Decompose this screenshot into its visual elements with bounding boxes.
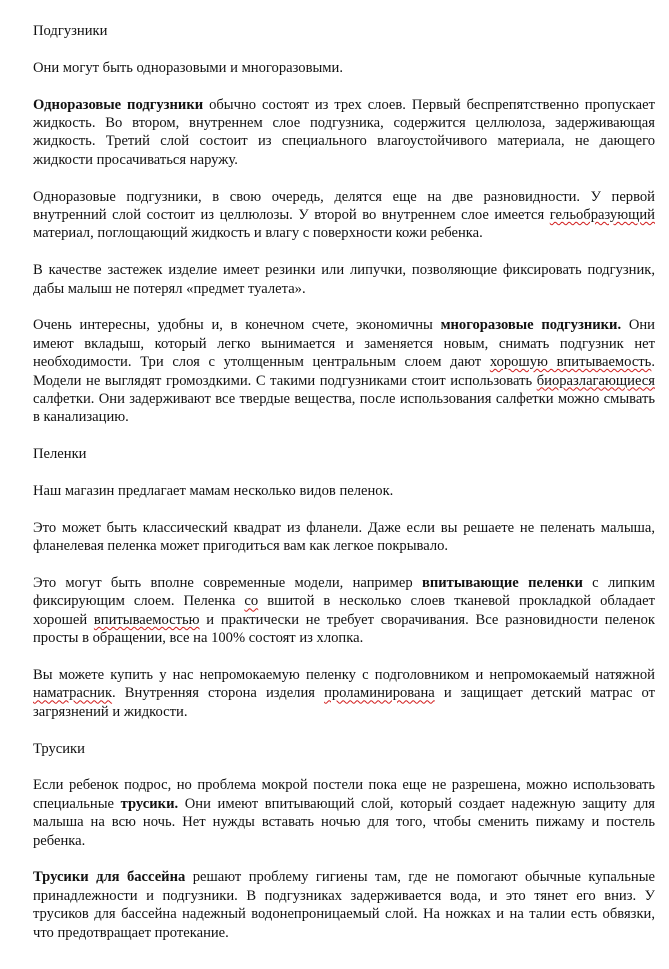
text-run: и защищает детский матрас от загрязнений и жидкости.: [33, 685, 655, 720]
text-run: Они могут быть одноразовыми и многоразовыми.: [33, 59, 343, 76]
bold-term: впитывающие пеленки: [421, 575, 583, 592]
paragraph-spacer: [33, 77, 655, 95]
paragraph-spacer: [33, 298, 655, 316]
paragraph-spacer: [33, 169, 655, 187]
text-run: с липким фиксирующим слоем. Пеленка: [33, 575, 655, 610]
paragraph-spacer: [33, 500, 655, 518]
para-training-pants: [33, 776, 655, 850]
para-absorbent-swaddles: [33, 574, 655, 648]
text-run: и практически не требует сворачивания. Все разновидности пеленок просты в обращении, все на 100% состоят из хлопка.: [33, 611, 655, 647]
spellcheck-flagged-word: наматрасник: [33, 685, 113, 702]
text-run: Если ребенок подрос, но проблема мокрой постели пока еще не разрешена, можно использовать специальные: [33, 777, 655, 812]
text-run: Наш магазин предлагает мамам несколько видов пеленок.: [33, 483, 394, 500]
paragraph-spacer: [33, 40, 655, 58]
para-swaddle-offer: [33, 482, 655, 500]
heading-swaddles: [33, 445, 655, 463]
text-run: Они имеют вкладыш, который легко вынимается и заменяется новым, снимать подгузник нет необходимости. Три слоя с утолщенным центральным слоем дают: [33, 317, 655, 371]
spellcheck-flagged-word: проламинирована: [324, 685, 435, 702]
text-run: Очень интересны, удобны и, в конечном счете, экономичны: [33, 317, 441, 334]
text-run: Одноразовые подгузники, в свою очередь, делятся еще на две разновидности. У первой внутренний слой состоит из целлюлозы. У второй во внутреннем слое имеется: [33, 188, 655, 224]
text-run: вшитой в несколько слоев тканевой прокладкой обладает хорошей: [33, 593, 655, 628]
text-run: материал, поглощающий жидкость и влагу с поверхности кожи ребенка.: [33, 225, 483, 242]
text-run: В качестве застежек изделие имеет резинки или липучки, позволяющие фиксировать подгузник, дабы малыш не потерял «предмет туалета».: [33, 262, 655, 297]
document-body: [33, 22, 655, 942]
text-run: . Модели не выглядят громоздкими. С такими подгузниками стоит использовать: [33, 354, 655, 389]
paragraph-spacer: [33, 243, 655, 261]
paragraph-spacer: [33, 850, 655, 868]
paragraph-spacer: [33, 427, 655, 445]
para-disposable-varieties: [33, 188, 655, 243]
text-run: Подгузники: [33, 23, 108, 39]
text-run: Пеленки: [33, 446, 87, 463]
text-run: Трусики: [33, 740, 85, 757]
paragraph-spacer: [33, 721, 655, 739]
para-fasteners: [33, 261, 655, 298]
text-run: решают проблему гигиены там, где не помогают обычные купальные принадлежности и подгузники. В подгузниках задерживается вода, и это тянет его вниз. У трусиков для бассейна надежный водонепроницаемый слой. На ножках и на талии есть обвязки, что предотвращает протекание.: [33, 869, 656, 941]
spellcheck-flagged-word: хорошую впитываемость: [489, 354, 652, 371]
para-flannel-swaddle: [33, 519, 655, 556]
paragraph-spacer: [33, 556, 655, 574]
para-reusable-diapers: [33, 316, 655, 426]
spellcheck-flagged-word: биоразлагающиеся: [536, 372, 655, 389]
paragraph-spacer: [33, 464, 655, 482]
text-run: обычно состоят из трех слоев. Первый беспрепятственно пропускает жидкость. Во втором, внутреннем слое подгузника, содержится целлюлоза, задерживающая жидкость. Третий слой состоит из специального влагоустойчивого материала, не дающего жидкости просачиваться наружу.: [33, 96, 656, 168]
spellcheck-flagged-word: со: [244, 593, 259, 610]
bold-term: многоразовые подгузники.: [440, 317, 622, 334]
spellcheck-flagged-word: впитываемостью: [93, 611, 200, 628]
bold-term: Одноразовые подгузники: [33, 96, 204, 113]
spellcheck-flagged-word: гельобразующий: [549, 207, 655, 224]
text-run: Они имеют впитывающий слой, который создает надежную защиту для малыша на всю ночь. Нет нужды вставать ночью для того, чтобы сменить пижаму и постель ребенка.: [33, 795, 656, 849]
text-run: Это могут быть вполне современные модели, например: [33, 575, 422, 592]
bold-term: Трусики для бассейна: [33, 869, 186, 886]
text-run: . Внутренняя сторона изделия: [112, 685, 325, 702]
heading-pants: [33, 740, 655, 758]
bold-term: трусики.: [120, 795, 179, 812]
paragraph-spacer: [33, 648, 655, 666]
text-run: Вы можете купить у нас непромокаемую пеленку с подголовником и непромокаемый натяжной: [33, 667, 655, 684]
heading-diapers: [33, 22, 655, 40]
para-disposable-diapers: [33, 96, 655, 170]
text-run: Это может быть классический квадрат из фланели. Даже если вы решаете не пеленать малыша, фланелевая пеленка может пригодиться вам как легкое покрывало.: [33, 519, 655, 555]
para-diaper-types: [33, 59, 655, 77]
para-waterproof-swaddle: [33, 666, 655, 721]
para-swim-pants: [33, 868, 655, 942]
text-run: салфетки. Они задерживают все твердые вещества, после использования салфетки можно смывать в канализацию.: [33, 391, 655, 426]
paragraph-spacer: [33, 758, 655, 776]
